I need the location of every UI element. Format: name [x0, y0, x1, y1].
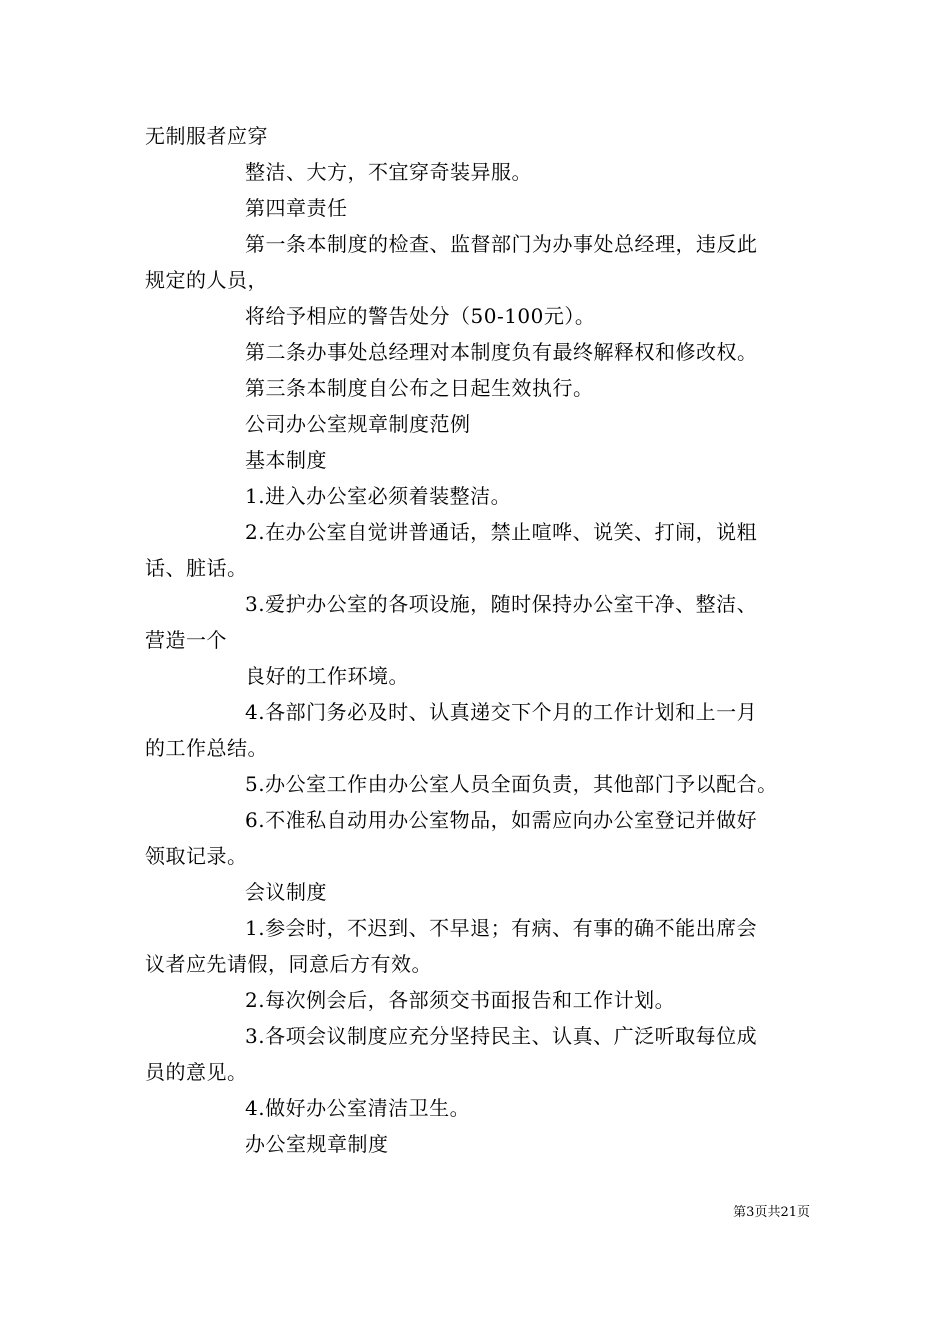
text-line: 第一条本制度的检查、监督部门为办事处总经理，违反此: [245, 232, 758, 256]
text-line: 员的意见。: [145, 1060, 248, 1084]
text-line: 2.在办公室自觉讲普通话，禁止喧哗、说笑、打闹，说粗: [245, 520, 758, 544]
text-line: 1.进入办公室必须着装整洁。: [245, 484, 512, 508]
text-line: 议者应先请假，同意后方有效。: [145, 952, 432, 976]
page-number: 第3页共21页: [733, 1205, 810, 1220]
text-line: 1.参会时，不迟到、不早退；有病、有事的确不能出席会: [245, 916, 758, 940]
text-line: 3.各项会议制度应充分坚持民主、认真、广泛听取每位成: [245, 1024, 758, 1048]
text-line: 将给予相应的警告处分（50-100元）。: [245, 304, 596, 328]
text-line: 5.办公室工作由办公室人员全面负责，其他部门予以配合。: [245, 772, 778, 796]
text-line: 第三条本制度自公布之日起生效执行。: [245, 376, 594, 400]
text-line: 的工作总结。: [145, 736, 268, 760]
section-heading: 基本制度: [245, 448, 327, 472]
section-heading: 公司办公室规章制度范例: [245, 412, 471, 436]
text-line: 规定的人员，: [145, 268, 268, 292]
text-line: 领取记录。: [145, 844, 248, 868]
document-body: [145, 118, 815, 1162]
text-line: 6.不准私自动用办公室物品，如需应向办公室登记并做好: [245, 808, 758, 832]
section-heading: 办公室规章制度: [245, 1132, 389, 1156]
text-line: 3.爱护办公室的各项设施，随时保持办公室干净、整洁、: [245, 592, 758, 616]
text-line: 4.各部门务必及时、认真递交下个月的工作计划和上一月: [245, 700, 758, 724]
text-line: 良好的工作环境。: [245, 664, 409, 688]
text-line: 第二条办事处总经理对本制度负有最终解释权和修改权。: [245, 340, 758, 364]
text-line: 无制服者应穿: [145, 124, 268, 148]
section-heading: 会议制度: [245, 880, 327, 904]
text-line: 营造一个: [145, 628, 227, 652]
text-line: 4.做好办公室清洁卫生。: [245, 1096, 471, 1120]
text-line: 话、脏话。: [145, 556, 248, 580]
chapter-heading: 第四章责任: [245, 196, 348, 220]
text-line: 整洁、大方，不宜穿奇装异服。: [245, 160, 532, 184]
text-line: 2.每次例会后，各部须交书面报告和工作计划。: [245, 988, 676, 1012]
